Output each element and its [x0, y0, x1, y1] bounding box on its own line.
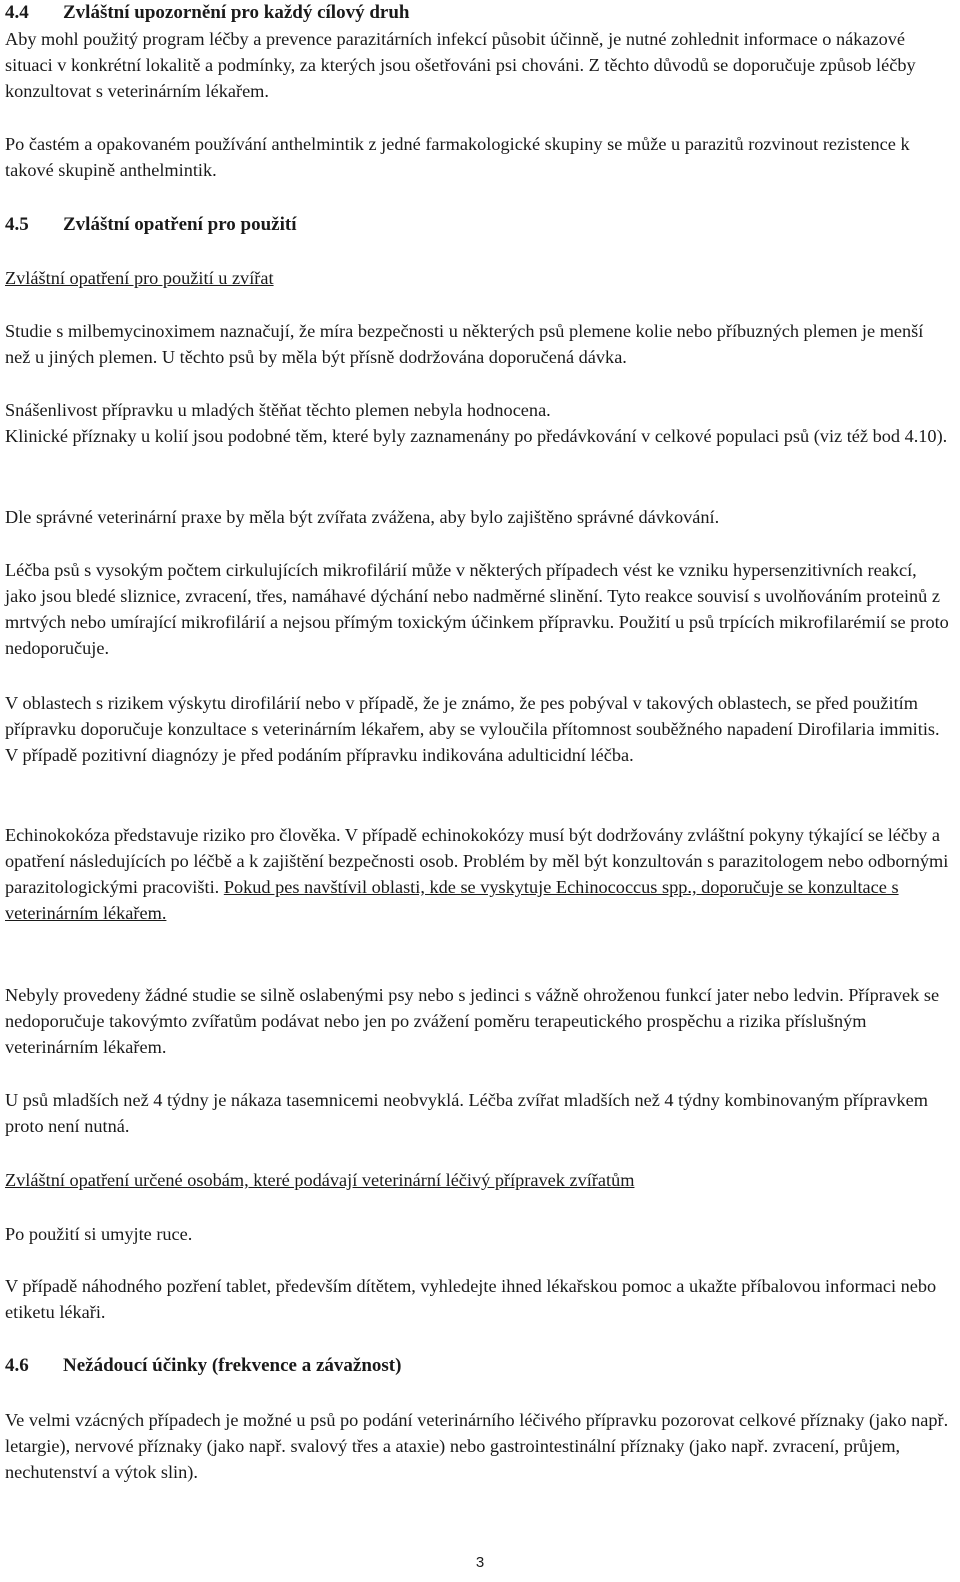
- microfilariae-paragraph: Léčba psů s vysokým počtem cirkulujících mikrofilárií může v některých případech vést ke vzniku hypersenzitivních reakcí, jako jsou bledé sliznice, zvracení, třes, namáhavé dýchání nebo nadměrné slinění. Tyto reakce souvisí s uvolňováním proteinů z mrtvých nebo umírající mikrofilárií a nejsou přímým toxickým účinkem přípravku. Použití u psů trpících mikrofilarémií se proto nedoporučuje.: [5, 560, 949, 658]
- echinococcosis-paragraph: [5, 822, 950, 926]
- collie-paragraph-3: Klinické příznaky u kolií jsou podobné těm, které byly zaznamenány po předávkování v celkové populaci psů (viz též bod 4.10).: [5, 426, 948, 446]
- section-4-5-heading: [5, 212, 950, 238]
- section-title: Nežádoucí účinky (frekvence a závažnost): [63, 1355, 402, 1376]
- echinococcosis-text: Echinokokóza představuje riziko pro člověka. V případě echinokokózy musí být dodržovány zvláštní pokyny týkající se léčby a opatření následujících po léčbě a k zajištění bezpečnosti osob. Problém by měl být konzultován s parazitologem nebo odbornými parazitologickými pracovišti.: [5, 825, 949, 897]
- subheading-persons: Zvláštní opatření určené osobám, které podávají veterinární léčivý přípravek zvířatům: [5, 1170, 635, 1190]
- section-4-6-heading: [5, 1353, 950, 1379]
- section-title: Zvláštní opatření pro použití: [63, 214, 297, 235]
- collie-paragraph-2: Snášenlivost přípravku u mladých štěňat těchto plemen nebyla hodnocena.: [5, 400, 551, 420]
- dirofilaria-paragraph: V oblastech s rizikem výskytu dirofilárií nebo v případě, že je známo, že pes pobýval v takových oblastech, se před použitím přípravku doporučuje konzultace s veterinárním lékařem, aby se vyloučila přítomnost souběžného napadení Dirofilaria immitis. V případě pozitivní diagnózy je před podáním přípravku indikována adulticidní léčba.: [5, 693, 940, 765]
- weighing-paragraph: Dle správné veterinární praxe by měla být zvířata zvážena, aby bylo zajištěno správné dávkování.: [5, 507, 720, 527]
- section-title: Zvláštní upozornění pro každý cílový druh: [63, 2, 410, 23]
- section-4-4-paragraph-1: Aby mohl použitý program léčby a prevence parazitárních infekcí působit účinně, je nutné zohlednit informace o nákazové situaci v konkrétní lokalitě a podmínky, za kterých jsou ošetřováni psi chováni. Z těchto důvodů se doporučuje způsob léčby konzultovat s veterinárním lékařem.: [5, 29, 916, 101]
- accidental-ingestion-paragraph: V případě náhodného pozření tablet, především dítětem, vyhledejte ihned lékařskou pomoc a ukažte příbalovou informaci nebo etiketu lékaři.: [5, 1276, 937, 1322]
- section-4-4-paragraph-2: Po častém a opakovaném používání anthelmintik z jedné farmakologické skupiny se může u parazitů rozvinout rezistence k takové skupině anthelmintik.: [5, 134, 910, 180]
- echinococcosis-underlined-text: Pokud pes navštívil oblasti, kde se vyskytuje Echinococcus spp., doporučuje se konzultace s veterinárním lékařem.: [5, 877, 899, 923]
- adverse-effects-paragraph: Ve velmi vzácných případech je možné u psů po podání veterinárního léčivého přípravku pozorovat celkové příznaky (jako např. letargie), nervové příznaky (jako např. svalový třes a ataxie) nebo gastrointestinální příznaky (jako např. zvracení, průjem, nechutenství a výtok slin).: [5, 1410, 949, 1482]
- weakened-dogs-paragraph: Nebyly provedeny žádné studie se silně oslabenými psy nebo s jedinci s vážně ohroženou funkcí jater nebo ledvin. Přípravek se nedoporučuje takovýmto zvířatům podávat nebo jen po zvážení poměru terapeutického prospěchu a rizika příslušným veterinárním lékařem.: [5, 985, 940, 1057]
- wash-hands-paragraph: Po použití si umyjte ruce.: [5, 1224, 193, 1244]
- section-number: 4.5: [5, 214, 29, 235]
- young-dogs-paragraph: U psů mladších než 4 týdny je nákaza tasemnicemi neobvyklá. Léčba zvířat mladších než 4 týdny kombinovaným přípravkem proto není nutná.: [5, 1090, 928, 1136]
- section-number: 4.4: [5, 2, 29, 23]
- subheading-animals: Zvláštní opatření pro použití u zvířat: [5, 268, 274, 288]
- section-4-4-heading: [5, 0, 950, 26]
- page-number: 3: [475, 1554, 485, 1571]
- section-number: 4.6: [5, 1355, 29, 1376]
- collie-paragraph-1: Studie s milbemycinoximem naznačují, že míra bezpečnosti u některých psů plemene kolie nebo příbuzných plemen je menší než u jiných plemen. U těchto psů by měla být přísně dodržována doporučená dávka.: [5, 321, 924, 367]
